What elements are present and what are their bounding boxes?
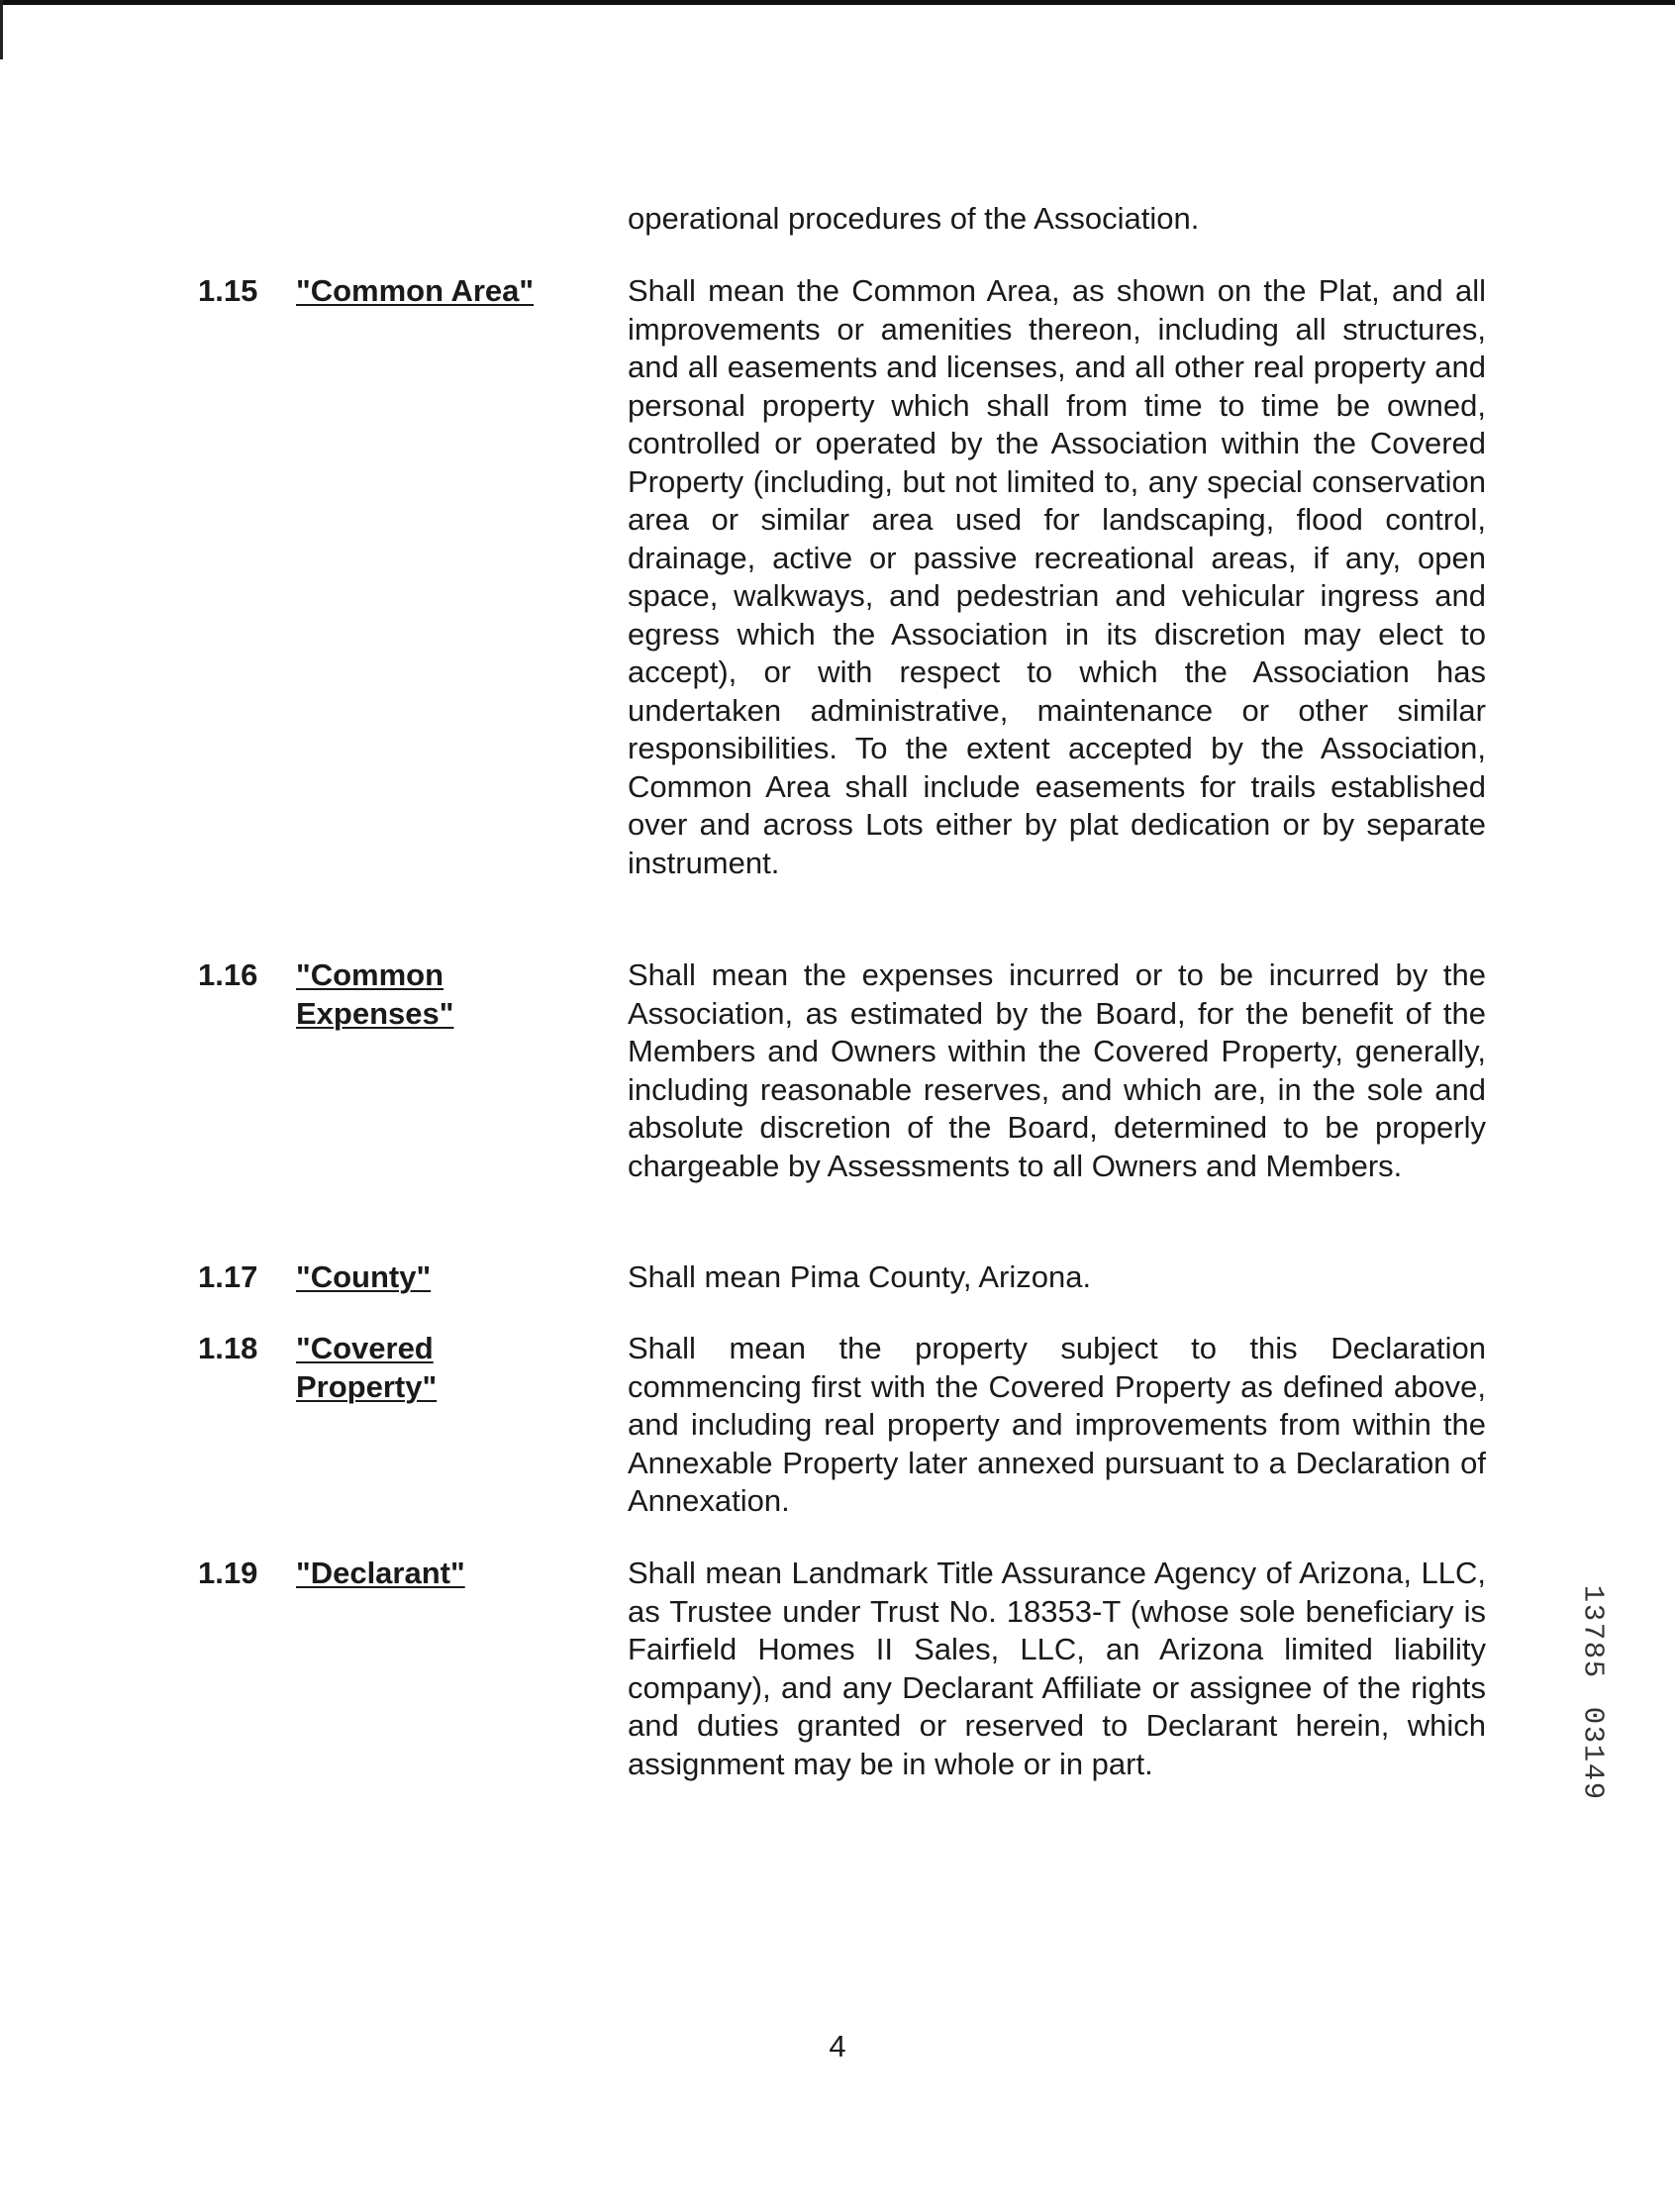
section-number: 1.15 [198,273,258,308]
term-definition: Shall mean Pima County, Arizona. [628,1259,1092,1294]
section-number: 1.18 [198,1331,258,1365]
defined-term: "Covered Property" [296,1331,438,1404]
recording-number-digit: 1 [1576,1584,1610,1603]
recording-number-stamp [1578,1584,1608,1800]
defined-term: "Declarant" [296,1556,465,1590]
scan-border-top [0,0,1675,5]
continuation-text: operational procedures of the Association. [628,201,1200,236]
defined-term: "Common Expenses" [296,957,454,1031]
scan-border-left [0,0,3,59]
recording-number-digit: 3 [1576,1725,1610,1744]
recording-number-digit: 3 [1576,1603,1610,1622]
page-number: 4 [829,2029,846,2063]
term-definition: Shall mean the Common Area, as shown on the Plat, and all improvements or amenities thereon, including all structures, and all easements and licenses, and all other real property and personal property which shall from time to time be owned, controlled or operated by the Association within the Covered Property (including, but not limited to, any special conservation area or similar area used for landscaping, flood control, drainage, active or passive recreational areas, if any, open space, walkways, and pedestrian and vehicular ingress and egress which the Association in its discretion may elect to accept), or with respect to which the Association has undertaken administrative, maintenance or other similar responsibilities. To the extent accepted by the Association, Common Area shall include easements for trails established over and across Lots either by plat dedication or by separate instrument. [628,273,1486,880]
recording-number-digit: 5 [1576,1659,1610,1678]
recording-number-digit: 9 [1576,1781,1610,1800]
section-number: 1.17 [198,1259,258,1294]
term-definition: Shall mean the expenses incurred or to be incurred by the Association, as estimated by the Board, for the benefit of the Members and Owners within the Covered Property, generally, including reasonable reserves, and which are, in the sole and absolute discretion of the Board, determined to be properly chargeable by Assessments to all Owners and Members. [628,957,1486,1183]
defined-term: "County" [296,1259,432,1294]
recording-number-digit: 1 [1576,1744,1610,1762]
section-number: 1.19 [198,1556,258,1590]
term-definition: Shall mean the property subject to this Declaration commencing first with the Covered Property as defined above, and including real property and improvements from within the Annexable Property later annexed pursuant to a Declaration of Annexation. [628,1331,1486,1518]
term-definition: Shall mean Landmark Title Assurance Agency of Arizona, LLC, as Trustee under Trust No. 18353-T (whose sole beneficiary is Fairfield Homes II Sales, LLC, an Arizona limited liability company), and any Declarant Affiliate or assignee of the rights and duties granted or reserved to Declarant herein, which assignment may be in whole or in part. [628,1556,1486,1781]
recording-number-digit: 4 [1576,1762,1610,1781]
recording-number-digit: 7 [1576,1622,1610,1641]
defined-term: "Common Area" [296,273,535,308]
recording-number-digit: 0 [1576,1706,1610,1725]
recording-number-digit: 8 [1576,1641,1610,1659]
section-number: 1.16 [198,957,258,992]
